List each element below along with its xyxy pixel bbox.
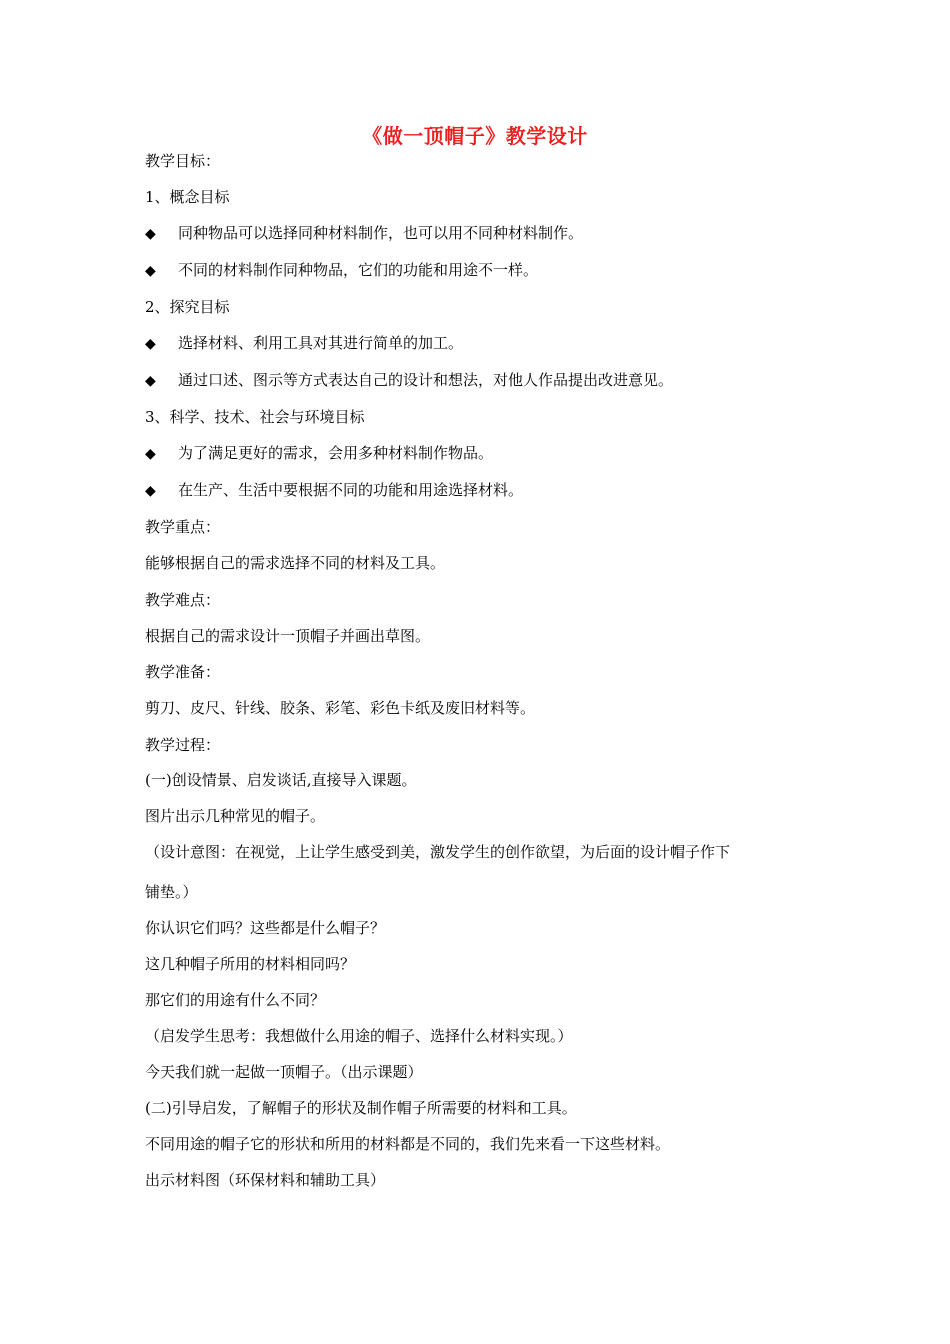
paragraph: 今天我们就一起做一顶帽子。（出示课题） (145, 1063, 423, 1081)
bullet-text: 不同的材料制作同种物品，它们的功能和用途不一样。 (178, 261, 539, 279)
paragraph: 图片出示几种常见的帽子。 (145, 807, 326, 825)
bullet-item (145, 259, 538, 282)
subheading-sts-goals: 3、科学、技术、社会与环境目标 (145, 408, 365, 426)
bullet-text: 在生产、生活中要根据不同的功能和用途选择材料。 (178, 481, 524, 499)
bullet-text: 通过口述、图示等方式表达自己的设计和想法，对他人作品提出改进意见。 (178, 371, 674, 389)
paragraph: (一)创设情景、启发谈话,直接导入课题。 (145, 771, 417, 789)
paragraph-continuation: 铺垫。） (145, 883, 198, 901)
paragraph: （启发学生思考：我想做什么用途的帽子、选择什么材料实现。） (145, 1027, 573, 1045)
bullet-text: 同种物品可以选择同种材料制作，也可以用不同种材料制作。 (178, 224, 584, 242)
diamond-bullet-icon: ◆ (145, 373, 156, 389)
paragraph: 能够根据自己的需求选择不同的材料及工具。 (145, 554, 446, 572)
subheading-inquiry-goals: 2、探究目标 (145, 298, 230, 316)
paragraph: 那它们的用途有什么不同？ (145, 991, 326, 1009)
paragraph: 出示材料图（环保材料和辅助工具） (145, 1171, 386, 1189)
bullet-text: 为了满足更好的需求，会用多种材料制作物品。 (178, 444, 494, 462)
section-heading-difficulties: 教学难点： (145, 591, 221, 609)
diamond-bullet-icon: ◆ (145, 483, 156, 499)
paragraph: 这几种帽子所用的材料相同吗？ (145, 955, 356, 973)
subheading-concept-goals: 1、概念目标 (145, 188, 230, 206)
bullet-item (145, 479, 523, 502)
diamond-bullet-icon: ◆ (145, 226, 156, 242)
document-title: 《做一顶帽子》教学设计 (362, 124, 588, 148)
section-heading-objectives: 教学目标： (145, 152, 221, 170)
paragraph: 你认识它们吗？这些都是什么帽子？ (145, 919, 386, 937)
diamond-bullet-icon: ◆ (145, 446, 156, 462)
bullet-item (145, 369, 673, 392)
paragraph: （设计意图：在视觉，上让学生感受到美，激发学生的创作欲望，为后面的设计帽子作下 (145, 843, 731, 861)
diamond-bullet-icon: ◆ (145, 263, 156, 279)
paragraph: (二)引导启发，了解帽子的形状及制作帽子所需要的材料和工具。 (145, 1099, 577, 1117)
bullet-item (145, 332, 463, 355)
section-heading-key-points: 教学重点： (145, 518, 221, 536)
paragraph: 不同用途的帽子它的形状和所用的材料都是不同的，我们先来看一下这些材料。 (145, 1135, 671, 1153)
bullet-text: 选择材料、利用工具对其进行简单的加工。 (178, 334, 464, 352)
paragraph: 剪刀、皮尺、针线、胶条、彩笔、彩色卡纸及废旧材料等。 (145, 699, 536, 717)
diamond-bullet-icon: ◆ (145, 336, 156, 352)
section-heading-process: 教学过程： (145, 736, 221, 754)
bullet-item (145, 222, 583, 245)
bullet-item (145, 442, 493, 465)
section-heading-preparation: 教学准备： (145, 663, 221, 681)
paragraph: 根据自己的需求设计一顶帽子并画出草图。 (145, 627, 431, 645)
